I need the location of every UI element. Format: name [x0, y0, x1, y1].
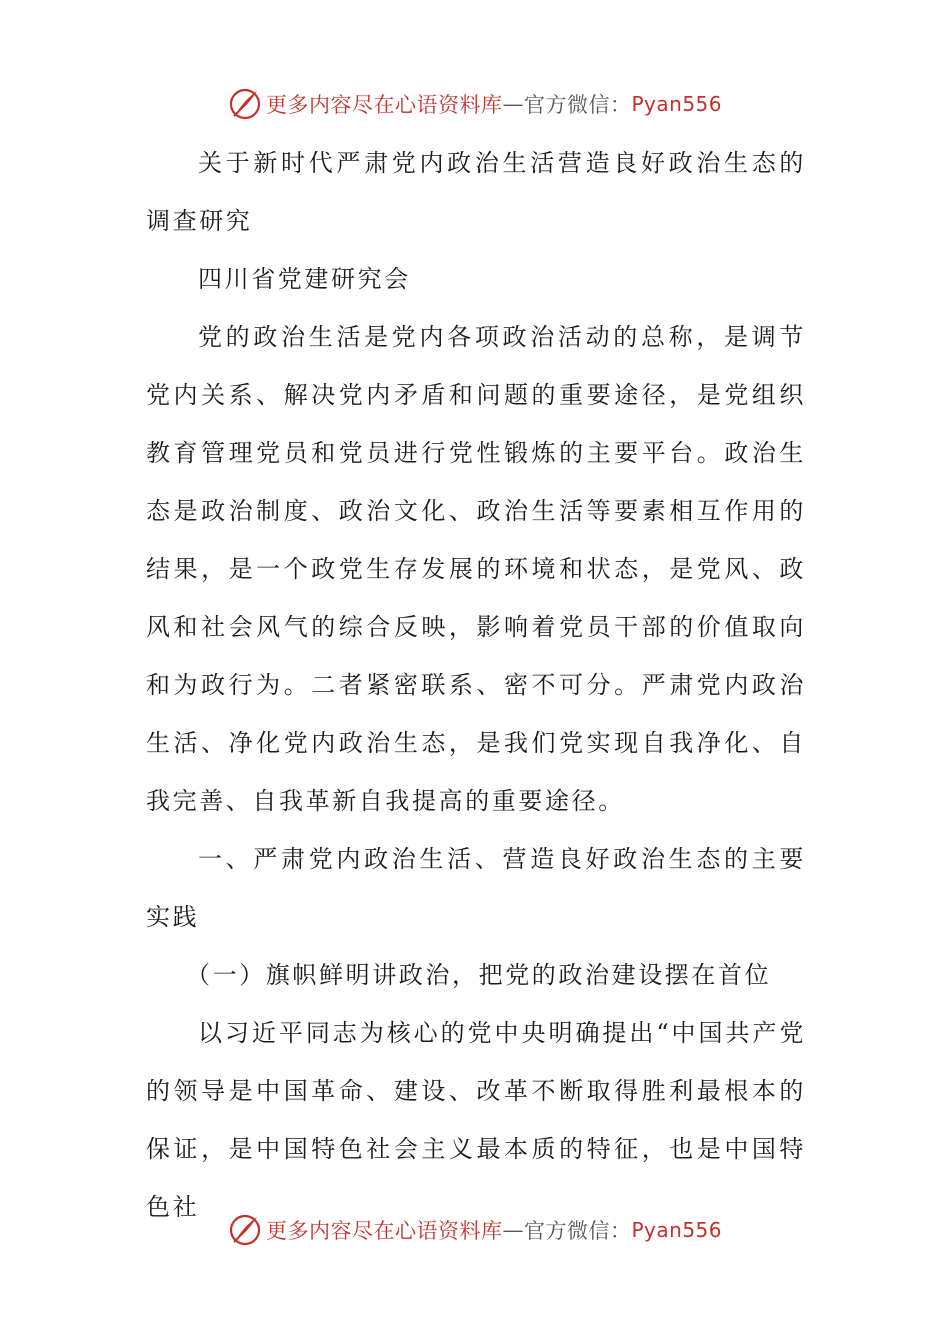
watermark-wechat-label: 官方微信：	[524, 93, 632, 117]
footer-watermark	[228, 1212, 722, 1248]
watermark-dash: —	[502, 92, 524, 116]
header-watermark	[228, 86, 722, 122]
watermark-handle: Pyan556	[631, 1218, 723, 1242]
quill-pen-logo-icon	[228, 87, 262, 121]
quill-pen-logo-icon	[228, 1213, 262, 1247]
watermark-site-text: 更多内容尽在心语资料库	[266, 1219, 503, 1243]
watermark-handle: Pyan556	[631, 92, 723, 116]
body-paragraph: 以习近平同志为核心的党中央明确提出“中国共产党的领导是中国革命、建设、改革不断取得胜利最根本的保证，是中国特色社会主义最本质的特征，也是中国特色社	[146, 1019, 806, 1221]
watermark-dash: —	[502, 1218, 524, 1242]
body-paragraph: 党的政治生活是党内各项政治活动的总称，是调节党内关系、解决党内矛盾和问题的重要途径，是党组织教育管理党员和党员进行党性锻炼的主要平台。政治生态是政治制度、政治文化、政治生活等要素相互作用的结果，是一个政党生存发展的环境和状态，是党风、政风和社会风气的综合反映，影响着党员干部的价值取向和为政行为。二者紧密联系、密不可分。严肃党内政治生活、净化党内政治生态，是我们党实现自我净化、自我完善、自我革新自我提高的重要途径。	[146, 323, 806, 815]
document-author: 四川省党建研究会	[198, 265, 411, 293]
document-title: 关于新时代严肃党内政治生活营造良好政治生态的调查研究	[146, 149, 806, 235]
watermark-site-text: 更多内容尽在心语资料库	[266, 93, 503, 117]
document-body	[146, 134, 806, 1236]
section-heading: 一、严肃党内政治生活、营造良好政治生态的主要实践	[146, 845, 806, 931]
subsection-heading: （一）旗帜鲜明讲政治，把党的政治建设摆在首位	[186, 961, 772, 989]
watermark-wechat-label: 官方微信：	[524, 1219, 632, 1243]
